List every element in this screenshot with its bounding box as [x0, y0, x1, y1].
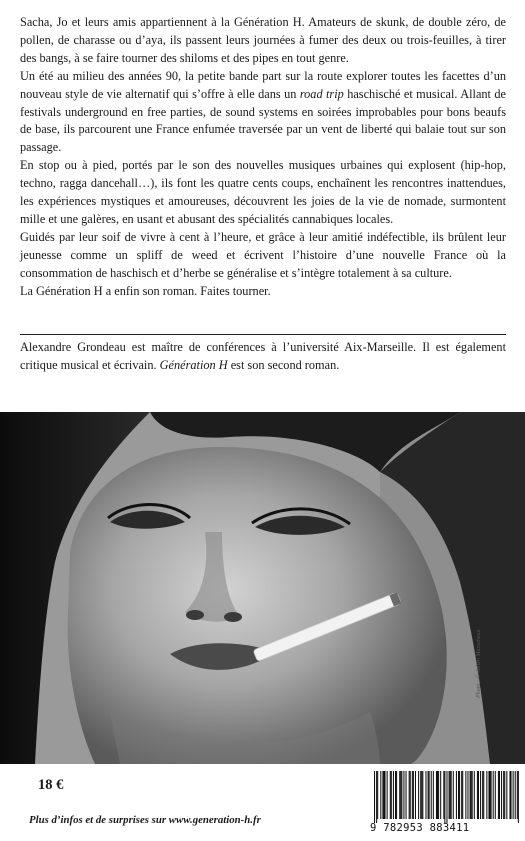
barcode-bar — [477, 771, 478, 819]
barcode-bar — [399, 771, 400, 819]
author-bio-end: est son second roman. — [227, 357, 340, 372]
blurb-paragraph-2-end: haschisché et musical. Allant de festivals underground en free parties, de sound systems en soirées improbables pour bons beaufs de base, ils parcourent une France enfumée traversée par un vent de liberté qui balaie tout sur son passage. — [20, 86, 507, 155]
barcode-bar — [465, 771, 466, 819]
barcode-bar — [456, 771, 457, 819]
barcode-bar — [377, 771, 378, 819]
barcode-bar — [431, 771, 432, 819]
back-cover-blurb — [20, 14, 506, 301]
author-bio-text — [20, 339, 506, 375]
barcode-number: 9 782953 883411 — [370, 822, 470, 834]
barcode-bar — [509, 771, 510, 819]
author-bio — [20, 339, 506, 375]
road-trip-italic: road trip — [299, 86, 344, 101]
blurb-paragraph-4: Guidés par leur soif de vivre à cent à l’heure, et grâce à leur amitié indéfectible, ils brûlent leur jeunesse comme un spliff de weed et écrivent l’histoire d’une nouvelle France où la consommation de haschisch et d’herbe se généralise et s’intègre totalement à sa culture. — [20, 229, 506, 280]
author-bio-start: Alexandre Grondeau est maître de conférences à l’université Aix-Marseille. Il est également critique musical et écrivain. — [20, 340, 506, 372]
barcode-bar — [459, 771, 460, 819]
barcode-bar — [395, 771, 396, 819]
barcode-bar — [493, 771, 494, 819]
barcode-bar — [501, 771, 502, 819]
barcode-bar — [458, 771, 459, 819]
barcode-bar — [480, 771, 481, 819]
barcode-bar — [444, 771, 445, 823]
blurb-paragraph-3: En stop ou à pied, portés par le son des nouvelles musiques urbaines qui explosent (hip-hop, techno, ragga dancehall…), ils font les quatre cents coups, enchaînent les rencontres inattendues, les expériences mystiques et amoureuses, découvrent les joies de la vie de nomade, surmontent mille et une galères, en usant et abusant des spécialités cannabiques locales. — [20, 158, 506, 226]
barcode-bar — [403, 771, 404, 819]
barcode-bar — [449, 771, 450, 819]
barcode-bar — [418, 771, 419, 819]
barcode-bar — [486, 771, 487, 819]
barcode-bar — [420, 771, 421, 819]
barcode-bar — [387, 771, 388, 819]
barcode-bar — [382, 771, 383, 819]
barcode-bar — [374, 771, 375, 823]
barcode-bar — [446, 771, 447, 823]
barcode-bar — [515, 771, 516, 819]
barcode-bar — [376, 771, 377, 823]
barcode-bar — [400, 771, 401, 819]
barcode-bar — [433, 771, 434, 819]
barcode-bar — [513, 771, 514, 819]
barcode-bar — [488, 771, 489, 819]
barcode-bar — [383, 771, 384, 819]
barcode-bar — [409, 771, 410, 819]
barcode-bar — [438, 771, 439, 819]
barcode-bar — [504, 771, 505, 819]
barcode-bar — [467, 771, 468, 819]
barcode-bar — [462, 771, 463, 819]
barcode-bar — [490, 771, 491, 819]
barcode-bar — [470, 771, 471, 819]
book-title-italic: Génération H — [159, 357, 228, 372]
barcode-bar — [406, 771, 407, 819]
blurb-paragraph-5: La Génération H a enfin son roman. Faites tourner. — [20, 283, 271, 298]
barcode-bar — [412, 771, 413, 819]
price-label: 18 € — [38, 777, 64, 793]
barcode-bar — [393, 771, 394, 819]
blurb-paragraph-2 — [20, 68, 506, 158]
barcode-bar — [396, 771, 397, 819]
barcode-bar — [483, 771, 484, 819]
barcode-bar — [498, 771, 499, 819]
barcode-bar — [472, 771, 473, 819]
barcode-bar — [421, 771, 422, 819]
barcode-bar — [518, 771, 519, 823]
barcode-bar — [482, 771, 483, 819]
barcode-bar — [503, 771, 504, 819]
section-divider — [20, 334, 506, 335]
barcode-bar — [429, 771, 430, 819]
barcode-bar — [422, 771, 423, 819]
barcode-bar — [413, 771, 414, 819]
barcode-bar — [491, 771, 492, 819]
cover-photo — [0, 412, 525, 764]
website-promo: Plus d’infos et de surprises sur www.generation-h.fr — [29, 814, 261, 826]
barcode-bar — [425, 771, 426, 819]
barcode-bar — [517, 771, 518, 819]
barcode-bar — [437, 771, 438, 819]
barcode-bar — [380, 771, 381, 819]
barcode-bar — [451, 771, 452, 819]
barcode-bar — [461, 771, 462, 819]
barcode-bar — [506, 771, 507, 819]
barcode-bar — [511, 771, 512, 819]
barcode-bar — [390, 771, 391, 819]
barcode-bar — [495, 771, 496, 819]
barcode-bar — [391, 771, 392, 819]
isbn-barcode — [364, 767, 525, 841]
photo-credit: Photo : © Julien Masseneau — [476, 629, 482, 698]
barcode-bar — [385, 771, 386, 819]
blurb-paragraph-1: Sacha, Jo et leurs amis appartiennent à la Génération H. Amateurs de skunk, de double zéro, de pollen, de charasse ou d’aya, ils passent leurs journées à fumer des deux ou trois-feuilles, à tirer des bangs, à se faire tourner des shiloms et des pipes en tout genre. — [20, 15, 506, 65]
barcode-bar — [499, 771, 500, 819]
barcode-bar — [443, 771, 444, 819]
barcode-bar — [471, 771, 472, 819]
portrait-illustration — [0, 412, 525, 764]
barcode-bar — [410, 771, 411, 819]
barcode-bar — [415, 771, 416, 819]
barcode-bar — [428, 771, 429, 819]
blurb-paragraph-2-start: Un été au milieu des années 90, la petite bande part sur la route explorer toutes les facettes d’un nouveau style de vie alternatif qui s’offre à elle dans un — [20, 68, 506, 101]
barcode-bar — [453, 771, 454, 819]
barcode-bar — [401, 771, 402, 819]
barcode-bar — [436, 771, 437, 819]
barcode-bar — [474, 771, 475, 819]
barcode-bars — [374, 771, 519, 823]
barcode-bar — [450, 771, 451, 819]
barcode-bar — [440, 771, 441, 819]
barcode-bar — [478, 771, 479, 819]
